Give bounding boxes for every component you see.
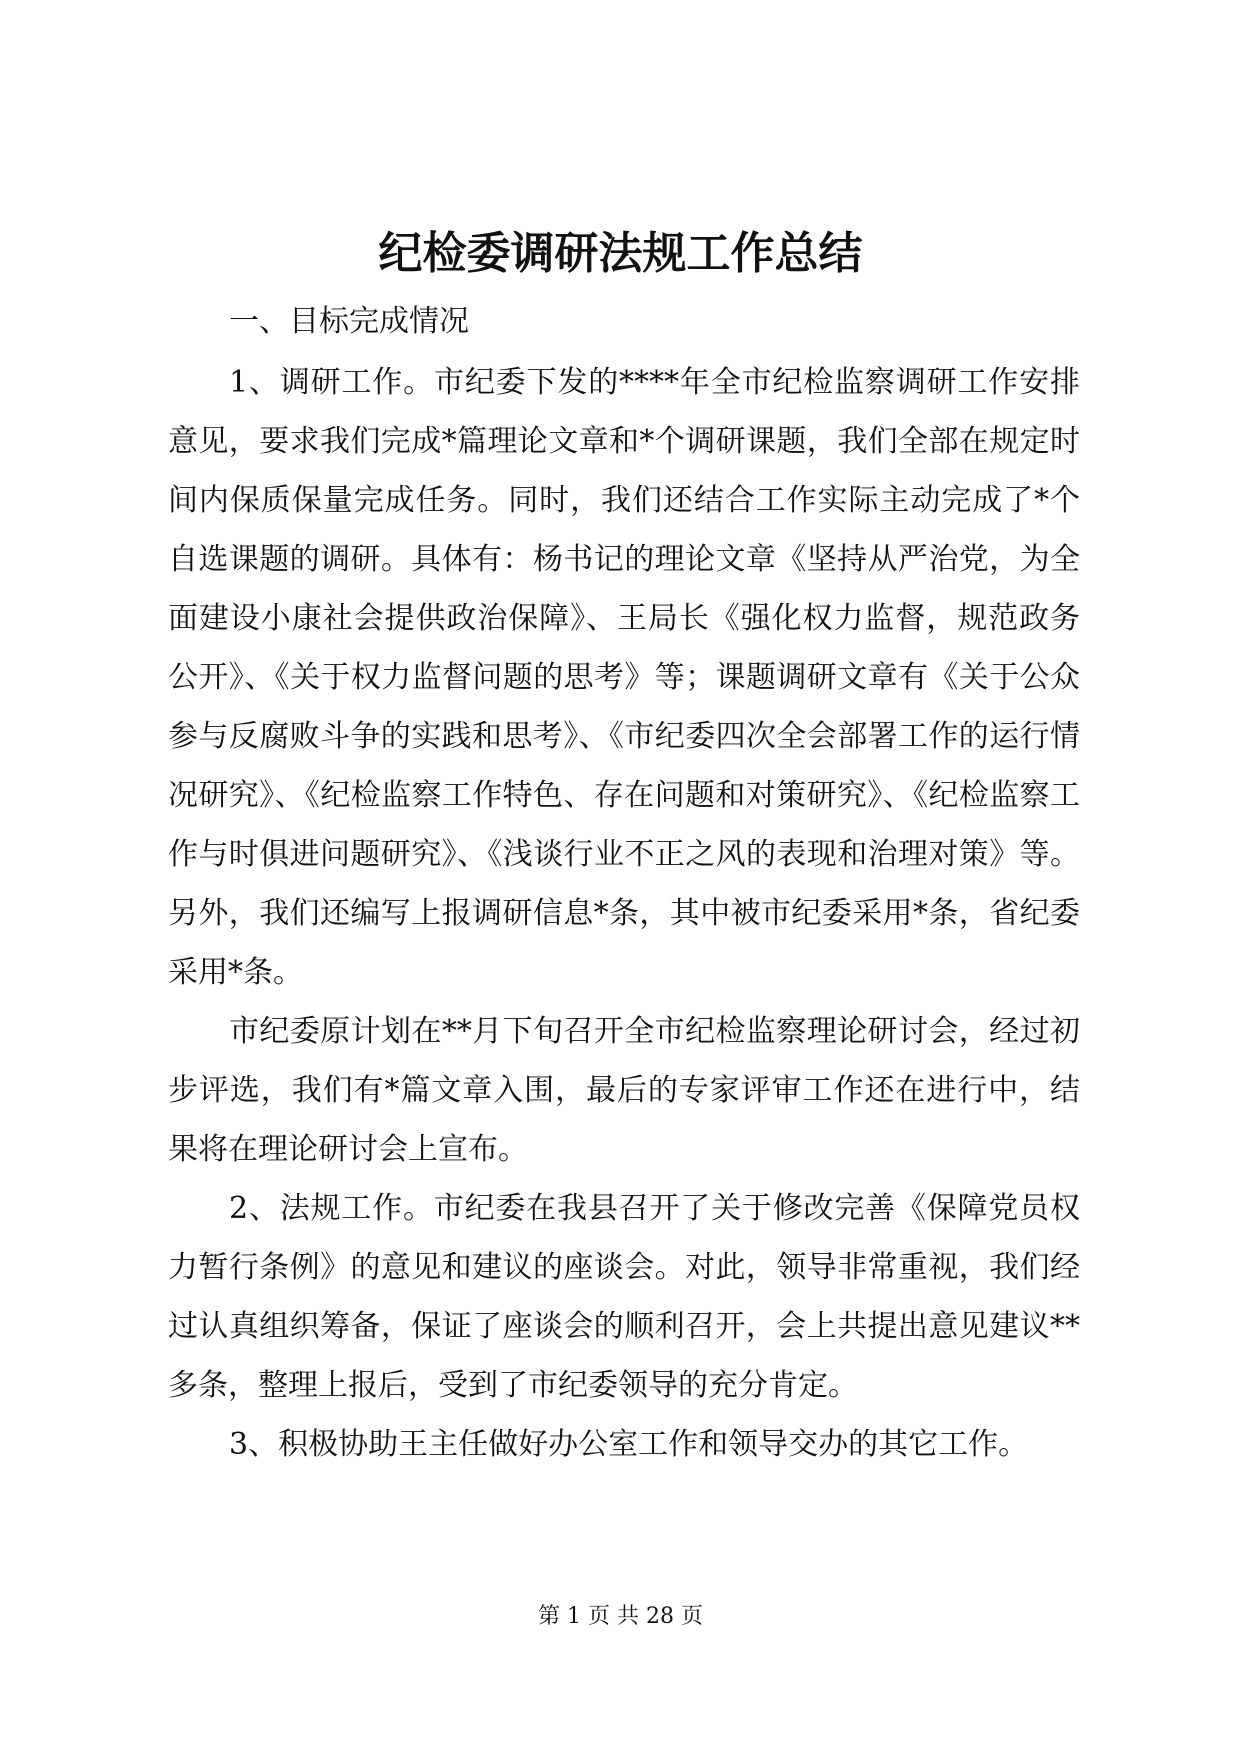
paragraph-seminar: 市纪委原计划在**月下旬召开全市纪检监察理论研讨会，经过初步评选，我们有*篇文章入围，最后的专家评审工作还在进行中，结果将在理论研讨会上宣布。	[168, 1014, 1080, 1167]
document-title: 纪检委调研法规工作总结	[378, 228, 863, 279]
section-heading: 一、目标完成情况	[229, 304, 469, 339]
page-footer: 第 1 页 共 28 页	[538, 1604, 703, 1629]
document-body	[168, 292, 1080, 1474]
paragraph-research-work: 1、调研工作。市纪委下发的****年全市纪检监察调研工作安排意见，要求我们完成*篇理论文章和*个调研课题，我们全部在规定时间内保质保量完成任务。同时，我们还结合工作实际主动完成了*个自选课题的调研。具体有：杨书记的理论文章《坚持从严治党，为全面建设小康社会提供政治保障》、王局长《强化权力监督，规范政务公开》、《关于权力监督问题的思考》等；课题调研文章有《关于公众参与反腐败斗争的实践和思考》、《市纪委四次全会部署工作的运行情况研究》、《纪检监察工作特色、存在问题和对策研究》、《纪检监察工作与时俱进问题研究》、《浅谈行业不正之风的表现和治理对策》等。另外，我们还编写上报调研信息*条，其中被市纪委采用*条，省纪委采用*条。	[168, 365, 1080, 990]
paragraph-regulation-work: 2、法规工作。市纪委在我县召开了关于修改完善《保障党员权力暂行条例》的意见和建议的座谈会。对此，领导非常重视，我们经过认真组织筹备，保证了座谈会的顺利召开，会上共提出意见建议**多条，整理上报后，受到了市纪委领导的充分肯定。	[168, 1191, 1080, 1403]
paragraph-office-work: 3、积极协助王主任做好办公室工作和领导交办的其它工作。	[229, 1427, 1029, 1462]
